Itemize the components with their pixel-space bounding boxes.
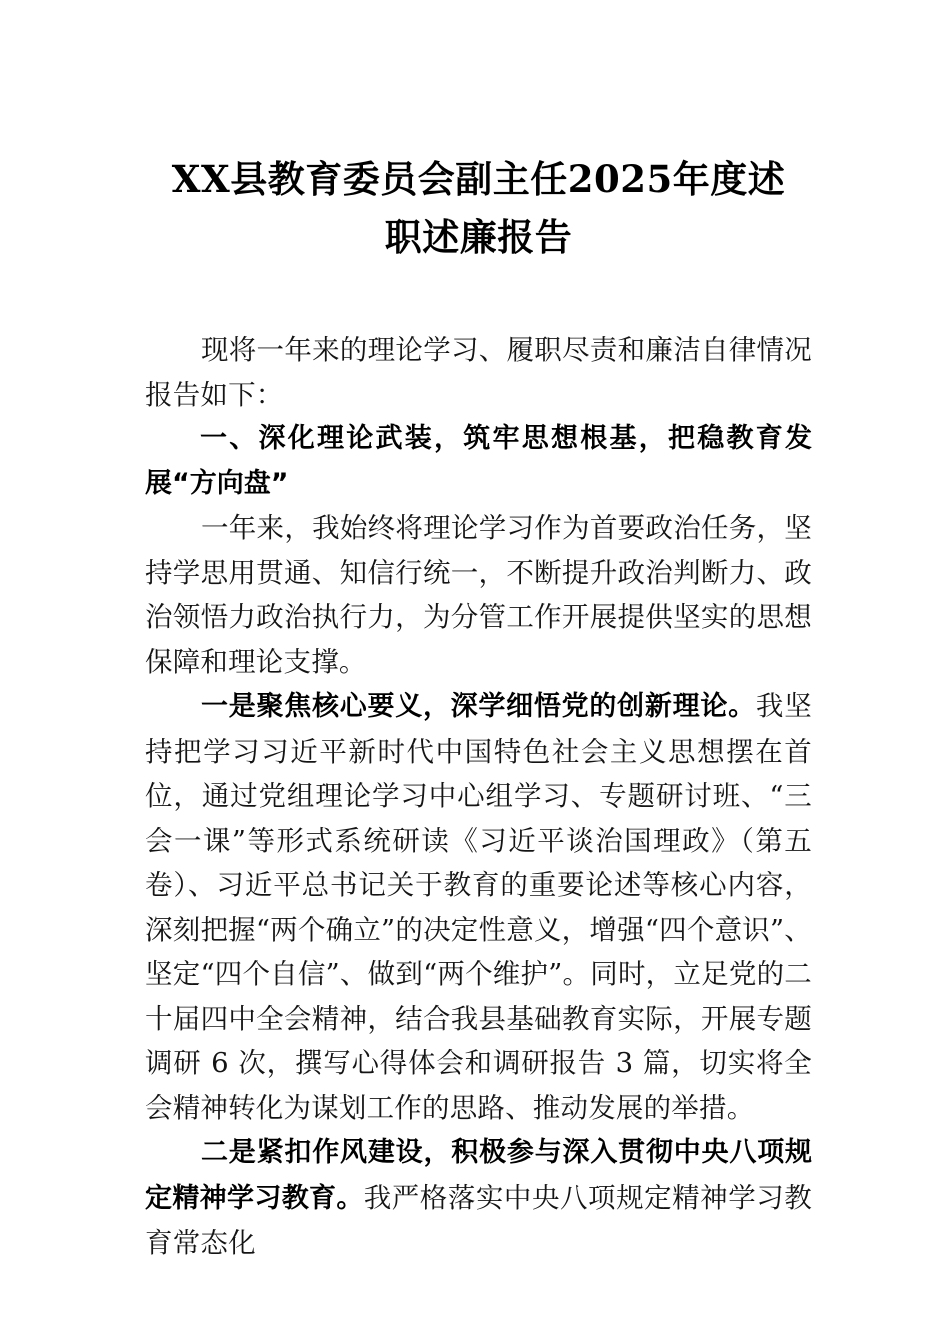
intro-paragraph: 现将一年来的理论学习、履职尽责和廉洁自律情况报告如下： [145, 334, 812, 411]
title-body-spacer [145, 266, 812, 328]
point-1-paragraph [145, 684, 812, 1130]
page-title: XX县教育委员会副主任2025年度述职述廉报告 [171, 157, 786, 259]
point-2-lead: 二是紧扣作风建设，积极参与深入贯彻中央八项规定精神学习教育。 [145, 1137, 812, 1214]
document-content [145, 150, 812, 1266]
section-1-paragraph-1: 一年来，我始终将理论学习作为首要政治任务，坚持学思用贯通、知信行统一，不断提升政治判断力、政治领悟力政治执行力，为分管工作开展提供坚实的思想保障和理论支撑。 [145, 512, 812, 678]
point-1-lead: 一是聚焦核心要义，深学细悟党的创新理论。 [201, 691, 756, 722]
section-heading-1: 一、深化理论武装，筑牢思想根基，把稳教育发展“方向盘” [145, 423, 812, 499]
point-1-text: 我坚持把学习习近平新时代中国特色社会主义思想摆在首位，通过党组理论学习中心组学习、专题研讨班、“三会一课”等形式系统研读《习近平谈治国理政》（第五卷）、习近平总书记关于教育的重要论述等核心内容，深刻把握“两个确立”的决定性意义，增强“四个意识”、坚定“四个自信”、做到“两个维护”。同时，立足党的二十届四中全会精神，结合我县基础教育实际，开展专题调研 6 次，撰写心得体会和调研报告 3 篇，切实将全会精神转化为谋划工作的思路、推动发展的举措。 [145, 690, 813, 1124]
point-2-paragraph [145, 1130, 812, 1266]
point-2-text: 我严格落实中央八项规定精神学习教育常态化 [145, 1181, 813, 1259]
